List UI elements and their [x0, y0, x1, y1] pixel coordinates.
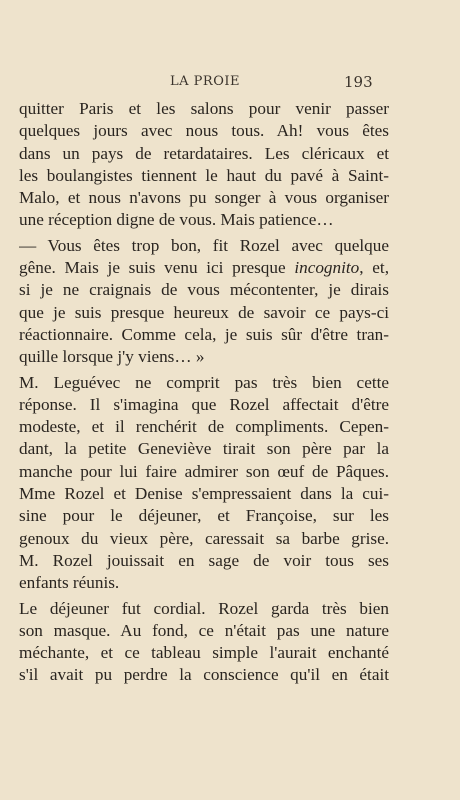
text-line: si je ne craignais de vous mécontenter, je dirais [19, 280, 389, 300]
text-line: sine pour le déjeuner, et Françoise, sur les [19, 506, 389, 526]
text-line: Le déjeuner fut cordial. Rozel garda très bien [19, 598, 389, 618]
text-line: méchante, et ce tableau simple l'aurait enchanté [19, 643, 389, 663]
text-line: quitter Paris et les salons pour venir passer [19, 99, 389, 118]
text-line: son masque. Au fond, ce n'était pas une nature [19, 620, 389, 640]
text-line: enfants réunis. [19, 573, 120, 593]
body-text [19, 98, 389, 687]
text-line-with-italic [19, 257, 389, 279]
italic-word: incognito [294, 258, 360, 278]
text-line: — Vous êtes trop bon, fit Rozel avec quelque [19, 235, 389, 255]
text-line: s'il avait pu perdre la conscience qu'il en était [19, 665, 389, 685]
running-title: LA PROIE [170, 74, 240, 89]
text-line: quelques jours avec nous tous. Ah! vous êtes [19, 121, 389, 141]
text-line: dant, la petite Geneviève tirait son père par la [19, 439, 389, 459]
text-line: manche pour lui faire admirer son œuf de Pâques. [19, 461, 389, 481]
text-line: réactionnaire. Comme cela, je suis sûr d'être tran- [19, 324, 389, 344]
text-line: M. Leguévec ne comprit pas très bien cette [19, 372, 389, 392]
page-header [0, 74, 460, 94]
text-line: modeste, et il renchérit de compliments. Cepen- [19, 417, 389, 437]
text-line: les boulangistes tiennent le haut du pavé à Saint- [19, 165, 389, 185]
text-line: Mme Rozel et Denise s'empressaient dans la cui- [19, 484, 389, 504]
text-line: genoux du vieux père, caressait sa barbe grise. [19, 528, 389, 548]
page-number: 193 [344, 73, 373, 91]
text-line: Malo, et nous n'avons pu songer à vous organiser [19, 188, 389, 208]
text-line: M. Rozel jouissait en sage de voir tous ses [19, 550, 389, 570]
text-segment: , et, [359, 258, 389, 278]
text-line: réponse. Il s'imagina que Rozel affectait d'être [19, 394, 389, 414]
text-line: quille lorsque j'y viens… » [19, 347, 205, 367]
text-segment: gêne. Mais je suis venu ici presque [19, 258, 286, 278]
text-line: une réception digne de vous. Mais patience… [19, 210, 334, 230]
text-line: dans un pays de retardataires. Les cléricaux et [19, 143, 389, 163]
text-line: que je suis presque heureux de savoir ce pays-ci [19, 302, 389, 322]
